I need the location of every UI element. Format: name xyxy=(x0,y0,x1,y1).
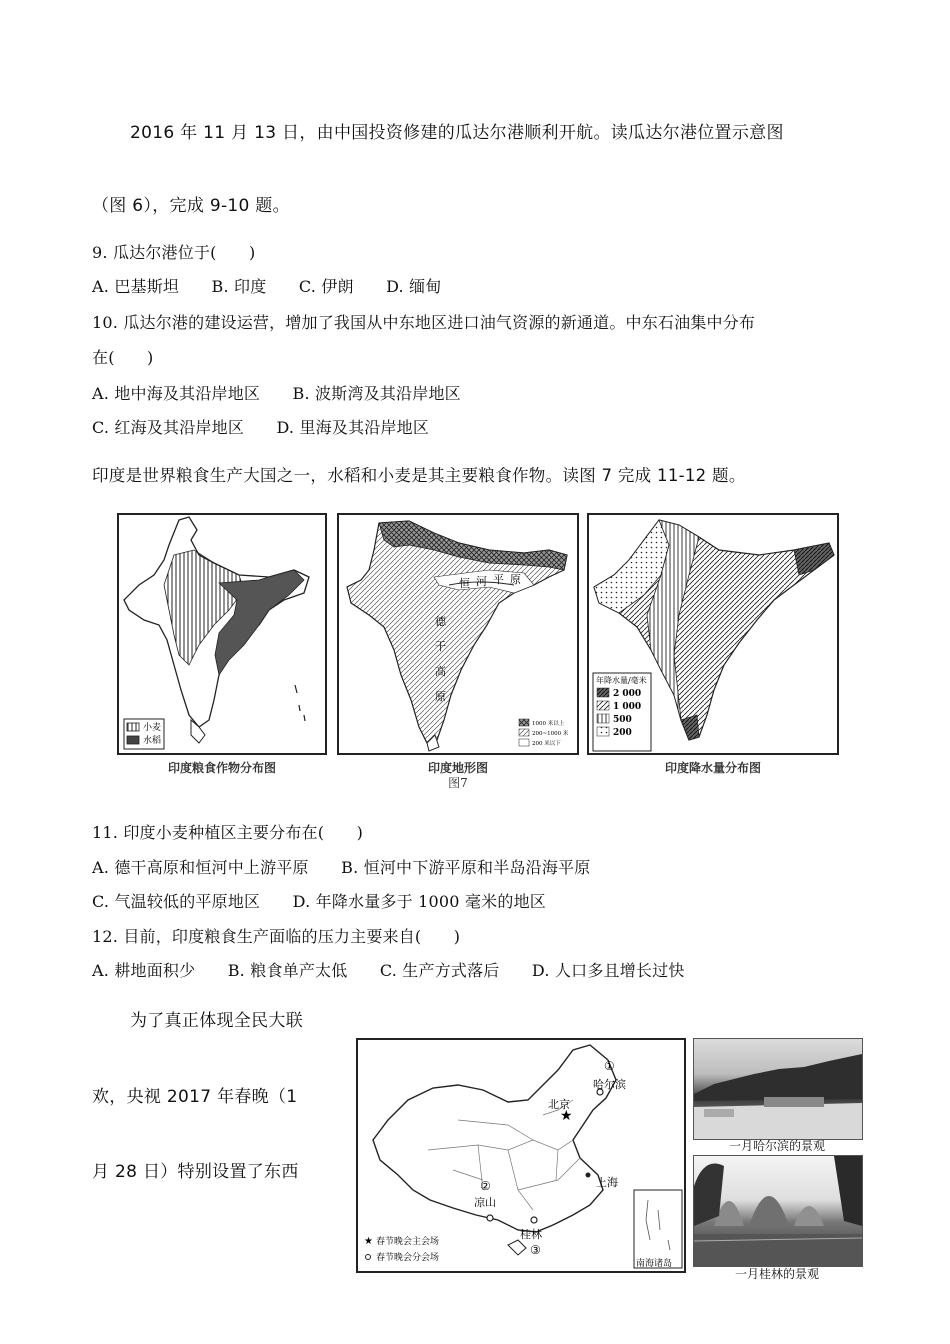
intro-3-line-2: 欢，央视 2017 年春晚（1 xyxy=(92,1087,298,1107)
china-gala-map xyxy=(356,1038,686,1273)
china-map-svg xyxy=(358,1040,684,1271)
q10-stem-2: 在( ) xyxy=(92,348,154,367)
terrain-label-ping: 平 xyxy=(493,573,504,586)
city-harbin: 哈尔滨 xyxy=(593,1078,626,1091)
terrain-map-caption: 印度地形图 xyxy=(427,761,488,775)
intro-2: 印度是世界粮食生产大国之一，水稻和小麦是其主要粮食作物。读图 7 完成 11-12 题。 xyxy=(92,466,746,485)
intro-line-2: （图 6），完成 9-10 题。 xyxy=(92,196,290,216)
precip-legend-2000: 2 000 xyxy=(613,689,642,699)
beijing-star: ★ xyxy=(560,1108,573,1124)
city-liangshan: 凉山 xyxy=(474,1196,496,1209)
terrain-label-de: 德 xyxy=(435,615,446,628)
city-shanghai: 上海 xyxy=(596,1176,618,1189)
harbin-photo xyxy=(693,1038,863,1140)
q10-options-cd: C. 红海及其沿岸地区 D. 里海及其沿岸地区 xyxy=(92,418,430,437)
q10-options-ab: A. 地中海及其沿岸地区 B. 波斯湾及其沿岸地区 xyxy=(92,384,461,403)
terrain-label-he: 河 xyxy=(476,575,487,588)
guilin-photo-svg xyxy=(694,1156,862,1266)
precip-map-caption: 印度降水量分布图 xyxy=(664,761,761,775)
terrain-map-svg xyxy=(339,515,577,753)
q11-options-cd: C. 气温较低的平原地区 D. 年降水量多于 1000 毫米的地区 xyxy=(92,892,546,911)
guilin-photo xyxy=(693,1155,863,1267)
q12-stem: 12. 目前，印度粮食生产面临的压力主要来自( ) xyxy=(92,927,461,946)
terrain-label-yuan2: 原 xyxy=(435,690,446,703)
legend-main-venue: 春节晚会主会场 xyxy=(376,1237,440,1247)
precipitation-map xyxy=(587,513,839,755)
legend-star-icon: ★ xyxy=(364,1236,373,1247)
intro-3-line-3: 月 28 日）特别设置了东西 xyxy=(92,1162,299,1182)
q10-stem-1: 10. 瓜达尔港的建设运营，增加了我国从中东地区进口油气资源的新通道。中东石油集中分布 xyxy=(92,313,756,332)
crop-map-caption: 印度粮食作物分布图 xyxy=(167,761,276,775)
intro-line-1: 2016 年 11 月 13 日，由中国投资修建的瓜达尔港顺利开航。读瓜达尔港位置示意图 xyxy=(130,123,784,143)
city-guilin: 桂林 xyxy=(520,1228,542,1241)
terrain-legend-2: 200~1000 米 xyxy=(532,731,569,737)
terrain-label-yuan: 原 xyxy=(510,573,521,586)
precip-map-svg xyxy=(589,515,837,753)
precip-legend-200: 200 xyxy=(613,728,632,738)
legend-sub-venue: 春节晚会分会场 xyxy=(376,1253,440,1263)
precip-legend-500: 500 xyxy=(613,715,632,725)
q9-stem: 9. 瓜达尔港位于( ) xyxy=(92,243,256,262)
precip-legend-title: 年降水量/毫米 xyxy=(596,676,647,685)
terrain-legend-1: 1000 米以上 xyxy=(532,721,565,727)
terrain-label-heng: 恒 xyxy=(459,577,470,590)
terrain-legend-3: 200 米以下 xyxy=(532,741,561,747)
city-beijing: 北京 xyxy=(548,1098,570,1111)
guilin-caption: 一月桂林的景观 xyxy=(734,1267,819,1281)
crop-map-svg xyxy=(119,515,325,753)
q9-options: A. 巴基斯坦 B. 印度 C. 伊朗 D. 缅甸 xyxy=(92,277,442,296)
legend-wheat: 小麦 xyxy=(143,723,162,733)
harbin-caption: 一月哈尔滨的景观 xyxy=(728,1139,825,1153)
inset-south-china-sea: 南海诸岛 xyxy=(636,1259,673,1269)
harbin-photo-svg xyxy=(694,1039,862,1139)
legend-rice: 水稻 xyxy=(143,736,162,746)
figure-7-label: 图7 xyxy=(448,776,468,790)
q11-stem: 11. 印度小麦种植区主要分布在( ) xyxy=(92,823,364,842)
terrain-map xyxy=(337,513,579,755)
terrain-label-gan: 干 xyxy=(435,640,446,653)
q11-options-ab: A. 德干高原和恒河中上游平原 B. 恒河中下游平原和半岛沿海平原 xyxy=(92,858,591,877)
q12-options: A. 耕地面积少 B. 粮食单产太低 C. 生产方式落后 D. 人口多且增长过快 xyxy=(92,961,685,980)
marker-2: ② xyxy=(480,1179,491,1193)
crop-distribution-map xyxy=(117,513,327,755)
marker-3: ③ xyxy=(530,1243,541,1257)
intro-3-line-1: 为了真正体现全民大联 xyxy=(130,1011,303,1031)
precip-legend-1000: 1 000 xyxy=(613,702,642,712)
marker-1: ① xyxy=(604,1059,615,1073)
terrain-label-gao: 高 xyxy=(435,665,446,678)
